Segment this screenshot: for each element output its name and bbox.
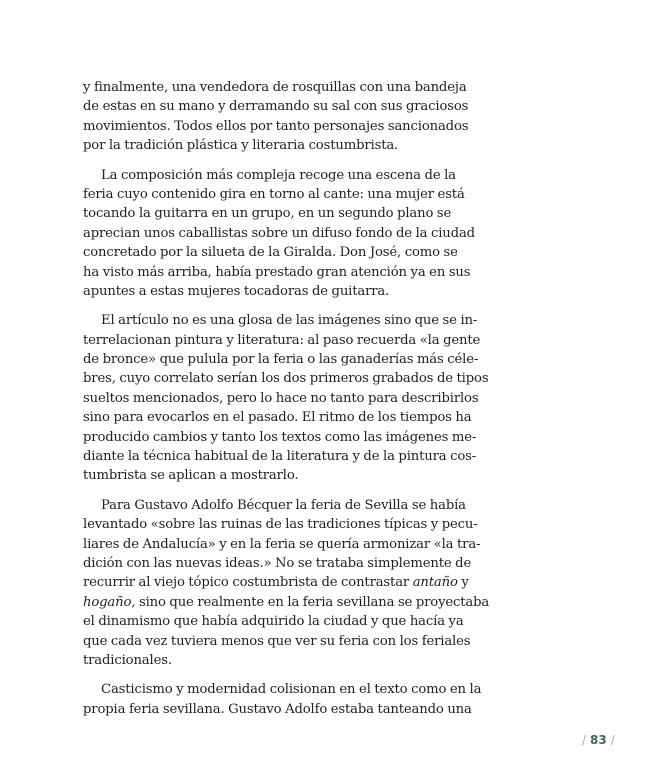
- text-line: de estas en su mano y derramando su sal con sus graciosos: [83, 99, 469, 115]
- page-number-value: 83: [590, 733, 607, 747]
- text-line: por la tradición plástica y literaria costumbrista.: [83, 138, 399, 154]
- text-line: tumbrista se aplican a mostrarlo.: [83, 468, 299, 484]
- text-line: dición con las nuevas ideas.» No se trataba simplemente de: [83, 555, 472, 571]
- body-text: [83, 78, 490, 729]
- text-line: sueltos mencionados, pero lo hace no tanto para describirlos: [83, 390, 479, 406]
- text-line: Para Gustavo Adolfo Bécquer la feria de Sevilla se había: [101, 497, 466, 513]
- paragraph-1: [83, 78, 469, 156]
- paragraph-5: [83, 680, 482, 719]
- text-line: ha visto más arriba, había prestado gran atención ya en sus: [83, 264, 471, 280]
- text-line: propia feria sevillana. Gustavo Adolfo estaba tanteando una: [83, 701, 472, 717]
- text-segment: y: [457, 575, 469, 591]
- folio-slash-right: /: [610, 733, 615, 747]
- text-line: [83, 573, 469, 592]
- text-line: bres, cuyo correlato serían los dos primeros grabados de tipos: [83, 371, 489, 387]
- text-line: El artículo no es una glosa de las imágenes sino que se in-: [101, 313, 478, 329]
- text-line: Casticismo y modernidad colisionan en el texto como en la: [101, 682, 482, 698]
- text-line: terrelacionan pintura y literatura: al paso recuerda «la gente: [83, 332, 481, 348]
- text-line: La composición más compleja recoge una escena de la: [101, 167, 456, 183]
- text-line: diante la técnica habitual de la literatura y de la pintura cos-: [83, 449, 477, 465]
- text-line: y finalmente, una vendedora de rosquillas con una bandeja: [83, 80, 467, 95]
- text-line: que cada vez tuviera menos que ver su feria con los feriales: [83, 633, 471, 649]
- paragraph-2: [83, 166, 475, 302]
- text-line: levantado «sobre las ruinas de las tradiciones típicas y pecu-: [83, 517, 478, 533]
- italic-term: hogaño,: [83, 594, 136, 610]
- text-line: de bronce» que pulula por la feria o las ganaderías más céle-: [83, 352, 479, 368]
- paragraph-4: [83, 496, 490, 671]
- paragraph-3: [83, 311, 489, 486]
- text-line: aprecian unos caballistas sobre un difuso fondo de la ciudad: [83, 225, 475, 241]
- text-line: producido cambios y tanto los textos como las imágenes me-: [83, 429, 477, 445]
- text-segment: recurrir al viejo tópico costumbrista de contrastar: [83, 575, 413, 591]
- text-line: concretado por la silueta de la Giralda. Don José, como se: [83, 245, 458, 261]
- text-line: apuntes a estas mujeres tocadoras de guitarra.: [83, 283, 390, 299]
- text-line: tradicionales.: [83, 652, 172, 668]
- text-line: sino para evocarlos en el pasado. El ritmo de los tiempos ha: [83, 410, 472, 426]
- text-line: movimientos. Todos ellos por tanto personajes sancionados: [83, 118, 469, 134]
- text-line: tocando la guitarra en un grupo, en un segundo plano se: [83, 206, 452, 222]
- page-number: [582, 733, 615, 747]
- text-line: feria cuyo contenido gira en torno al cante: una mujer está: [83, 186, 465, 202]
- folio-slash-left: /: [582, 733, 587, 747]
- italic-term: antaño: [412, 575, 458, 591]
- text-line: el dinamismo que había adquirido la ciudad y que hacía ya: [83, 614, 464, 630]
- text-line: [83, 593, 490, 612]
- text-segment: sino que realmente en la feria sevillana se proyectaba: [135, 594, 490, 610]
- text-line: liares de Andalucía» y en la feria se quería armonizar «la tra-: [83, 536, 481, 552]
